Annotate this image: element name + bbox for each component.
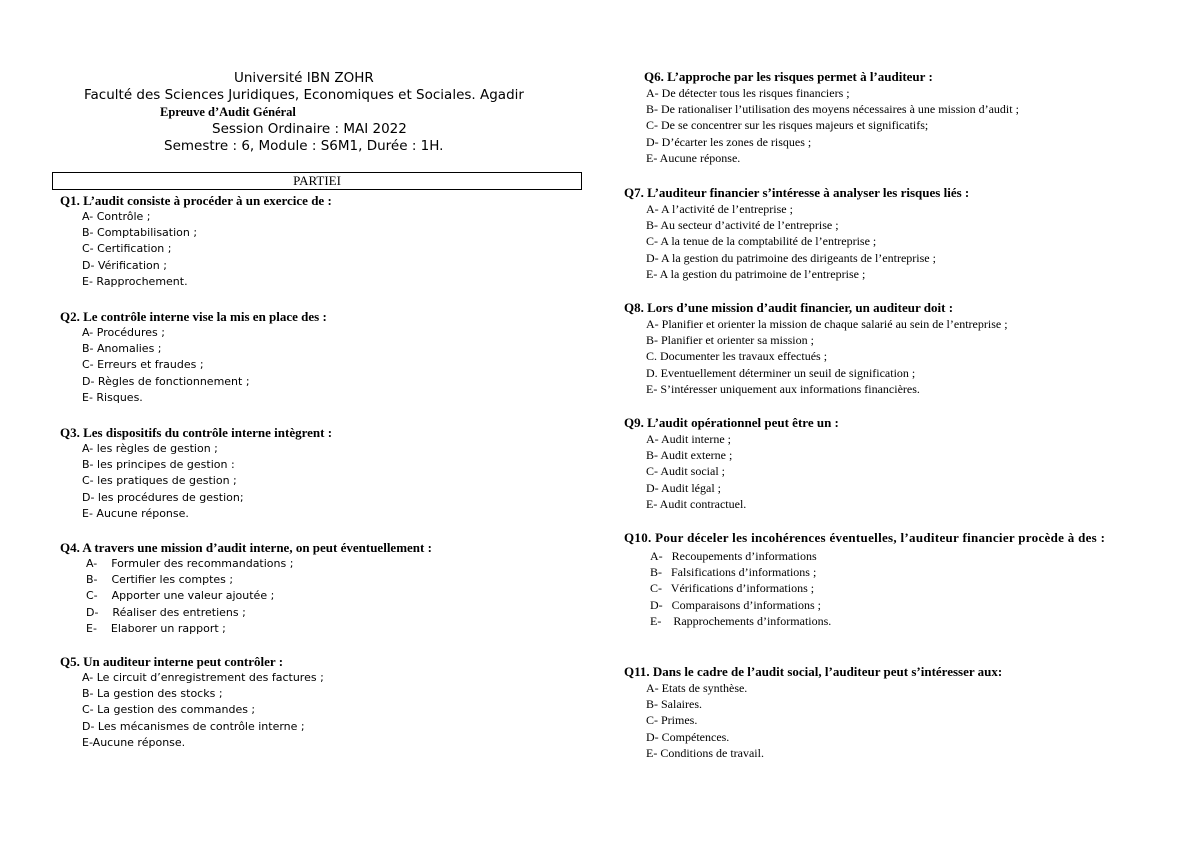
answer-option: B- Audit externe ; [646,448,733,463]
answer-option: E- Audit contractuel. [646,496,747,511]
answer-option: C. Documenter les travaux effectués ; [646,349,828,364]
question-title: Q8. Lors d’une mission d’audit financier, un auditeur doit : [624,300,954,315]
answer-option: C- Erreurs et fraudes ; [82,358,204,372]
answer-option: D- Comparaisons d’informations ; [650,597,821,612]
answer-option: D- Règles de fonctionnement ; [82,374,250,388]
session-info: Session Ordinaire : MAI 2022 [212,121,407,137]
answer-option: E- Risques. [82,390,143,404]
question-4 [60,540,580,637]
answer-option: C- Vérifications d’informations ; [650,581,815,596]
answer-option: A- les règles de gestion ; [82,442,218,455]
semester-info: Semestre : 6, Module : S6M1, Durée : 1H. [164,138,444,154]
answer-option: C- Primes. [646,713,698,728]
answer-option: B- Au secteur d’activité de l’entreprise ; [646,218,839,233]
question-title: Q10. Pour déceler les incohérences éventuelles, l’auditeur financier procède à des : [624,530,1106,545]
answer-option: E-Aucune réponse. [82,735,186,749]
question-8 [620,300,1150,397]
answer-option: C- Audit social ; [646,464,725,479]
question-7 [620,185,1150,282]
answer-option: A- Formuler des recommandations ; [86,557,294,570]
answer-option: A- A l’activité de l’entreprise ; [646,202,793,216]
question-title: Q2. Le contrôle interne vise la mis en place des : [60,309,327,324]
question-3 [60,425,580,522]
answer-option: A- Recoupements d’informations [650,549,817,563]
answer-option: E- Aucune réponse. [646,150,741,165]
part-title: PARTIEI [52,172,582,190]
answer-option: B- La gestion des stocks ; [82,687,223,701]
question-title: Q3. Les dispositifs du contrôle interne intègrent : [60,425,333,440]
question-1 [60,193,580,290]
question-9 [620,415,1150,512]
answer-option: A- Etats de synthèse. [646,681,748,695]
answer-option: D- Vérification ; [82,258,167,272]
answer-option: E- Rapprochement. [82,274,188,288]
answer-option: D- A la gestion du patrimoine des dirigeants de l’entreprise ; [646,250,936,265]
answer-option: B- Anomalies ; [82,342,162,356]
answer-option: E- Conditions de travail. [646,745,764,760]
answer-option: D- D’écarter les zones de risques ; [646,134,812,149]
answer-option: C- Apporter une valeur ajoutée ; [86,589,275,603]
question-5 [60,654,580,751]
answer-option: E- S’intéresser uniquement aux informations financières. [646,381,920,396]
answer-option: E- Rapprochements d’informations. [650,613,832,628]
exam-title: Epreuve d’Audit Général [160,105,296,119]
answer-option: B- Comptabilisation ; [82,226,198,240]
question-title: Q6. L’approche par les risques permet à l’auditeur : [644,69,933,84]
answer-option: C- les pratiques de gestion ; [82,474,237,488]
answer-option: C- A la tenue de la comptabilité de l’entreprise ; [646,234,877,249]
question-title: Q9. L’audit opérationnel peut être un : [624,415,839,430]
answer-option: B- Falsifications d’informations ; [650,565,817,580]
answer-option: D- Compétences. [646,729,730,744]
answer-option: E- Elaborer un rapport ; [86,621,226,635]
answer-option: E- A la gestion du patrimoine de l’entreprise ; [646,266,866,281]
question-title: Q1. L’audit consiste à procéder à un exercice de : [60,193,332,208]
answer-option: A- Le circuit d’enregistrement des factures ; [82,671,324,684]
answer-option: B- les principes de gestion : [82,458,235,472]
question-2 [60,309,580,406]
answer-option: E- Aucune réponse. [82,506,189,520]
answer-option: A- Contrôle ; [82,210,151,223]
question-title: Q4. A travers une mission d’audit interne, on peut éventuellement : [60,540,432,555]
answer-option: D- Réaliser des entretiens ; [86,605,246,619]
answer-option: A- Planifier et orienter la mission de chaque salarié au sein de l’entreprise ; [646,317,1008,331]
answer-option: A- Audit interne ; [646,432,731,446]
faculty-name: Faculté des Sciences Juridiques, Economiques et Sociales. Agadir [84,87,524,103]
answer-option: D- Les mécanismes de contrôle interne ; [82,719,305,733]
answer-option: C- La gestion des commandes ; [82,703,256,717]
answer-option: B- Certifier les comptes ; [86,573,234,587]
answer-option: A- De détecter tous les risques financiers ; [646,86,850,100]
question-title: Q7. L’auditeur financier s’intéresse à analyser les risques liés : [624,185,970,200]
answer-option: B- De rationaliser l’utilisation des moyens nécessaires à une mission d’audit ; [646,102,1019,117]
question-11 [620,664,1150,761]
answer-option: D- Audit légal ; [646,480,721,495]
question-title: Q5. Un auditeur interne peut contrôler : [60,654,284,669]
answer-option: B- Planifier et orienter sa mission ; [646,333,814,348]
question-6 [620,69,1150,166]
question-title: Q11. Dans le cadre de l’audit social, l’auditeur peut s’intéresser aux: [624,664,1003,679]
answer-option: C- Certification ; [82,242,172,256]
answer-option: B- Salaires. [646,697,702,712]
question-10 [620,530,1142,629]
answer-option: A- Procédures ; [82,326,165,339]
university-name: Université IBN ZOHR [234,70,374,86]
answer-option: C- De se concentrer sur les risques majeurs et significatifs; [646,118,929,133]
answer-option: D. Eventuellement déterminer un seuil de signification ; [646,365,916,380]
answer-option: D- les procédures de gestion; [82,490,244,504]
